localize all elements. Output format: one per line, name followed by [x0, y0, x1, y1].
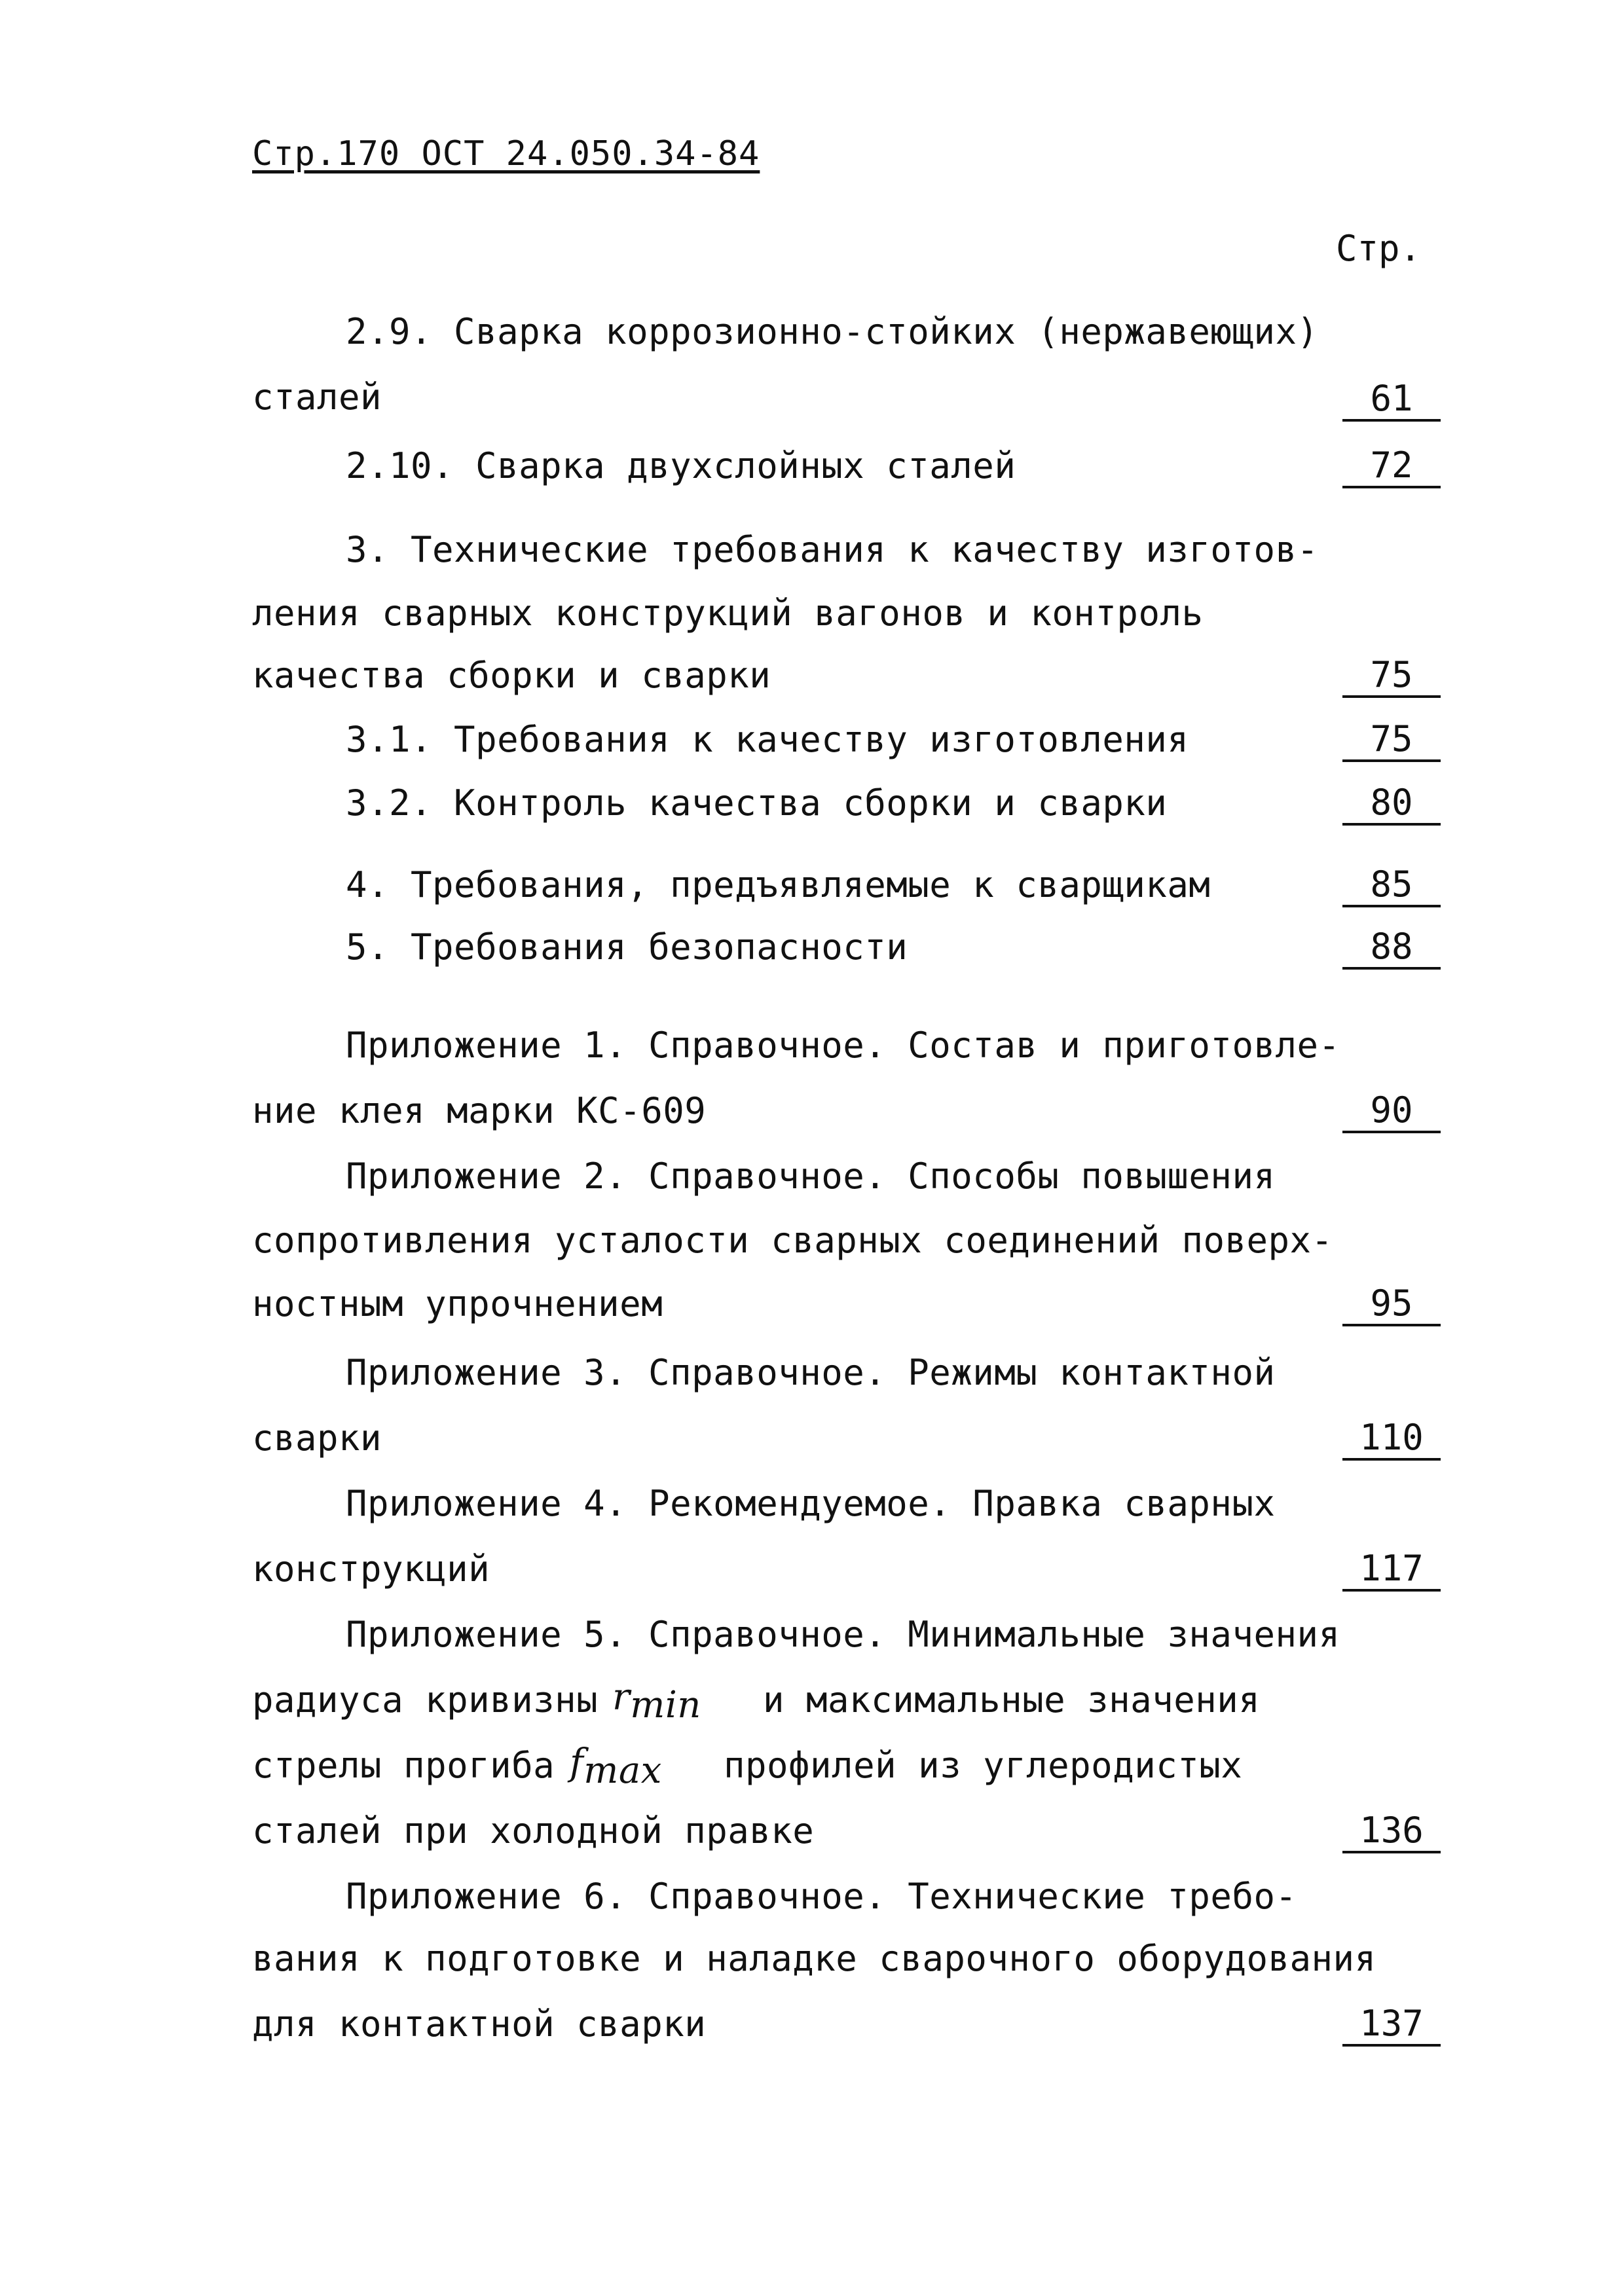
- toc-entry-text: 3. Технические требования к качеству изготов-: [346, 529, 1319, 570]
- toc-entry-text: сварки: [252, 1417, 382, 1459]
- toc-entry-text: Приложение 4. Рекомендуемое. Правка сварных: [346, 1483, 1276, 1524]
- toc-page-number: 75: [1342, 719, 1441, 762]
- toc-entry-text: сталей: [252, 376, 382, 418]
- toc-entry-text: Приложение 5. Справочное. Минимальные значения: [346, 1614, 1340, 1655]
- page-column-header: Стр.: [1336, 228, 1422, 269]
- toc-entry-text: и максимальные значения: [763, 1679, 1261, 1721]
- toc-entry-text: ние клея марки КС-609: [252, 1090, 707, 1131]
- toc-page-number: 88: [1342, 926, 1441, 970]
- toc-page-number: 95: [1342, 1283, 1441, 1326]
- r-min-symbol: $r_{min}$: [612, 1676, 701, 1726]
- toc-page-number: 80: [1342, 782, 1441, 826]
- toc-entry-text: для контактной сварки: [252, 2003, 707, 2045]
- toc-page-number: 137: [1342, 2003, 1441, 2047]
- toc-entry-text: 4. Требования, предъявляемые к сварщикам: [346, 864, 1211, 905]
- toc-entry-text: Приложение 1. Справочное. Состав и приготовле-: [346, 1025, 1340, 1066]
- toc-page-number: 85: [1342, 864, 1441, 907]
- toc-entry-text: 5. Требования безопасности: [346, 926, 908, 968]
- toc-page-number: 61: [1342, 378, 1441, 422]
- toc-entry-text: 3.2. Контроль качества сборки и сварки: [346, 782, 1168, 824]
- toc-entry-text: ления сварных конструкций вагонов и контроль: [252, 592, 1204, 634]
- page-header: Стр.170 ОСТ 24.050.34-84: [252, 134, 760, 173]
- toc-entry-text: качества сборки и сварки: [252, 655, 771, 696]
- toc-page-number: 75: [1342, 655, 1441, 698]
- toc-entry-text: сопротивления усталости сварных соединений поверх-: [252, 1220, 1333, 1261]
- toc-entry-text: радиуса кривизны: [252, 1679, 599, 1721]
- toc-entry-text: конструкций: [252, 1548, 490, 1590]
- toc-page-number: 136: [1342, 1810, 1441, 1853]
- toc-entry-text: Приложение 2. Справочное. Способы повышения: [346, 1156, 1276, 1197]
- toc-entry-text: 2.10. Сварка двухслойных сталей: [346, 445, 1016, 486]
- toc-entry-text: 2.9. Сварка коррозионно-стойких (нержавеющих): [346, 311, 1319, 352]
- toc-page-number: 110: [1342, 1417, 1441, 1461]
- toc-entry-text: сталей при холодной правке: [252, 1810, 815, 1851]
- toc-page-number: 117: [1342, 1548, 1441, 1592]
- toc-page-number: 72: [1342, 445, 1441, 488]
- f-max-symbol: $f_{max}$: [570, 1741, 662, 1792]
- toc-entry-text: профилей из углеродистых: [724, 1745, 1243, 1786]
- toc-entry-text: Приложение 6. Справочное. Технические требо-: [346, 1876, 1297, 1917]
- toc-entry-text: 3.1. Требования к качеству изготовления: [346, 719, 1189, 760]
- toc-page-number: 90: [1342, 1090, 1441, 1133]
- toc-entry-text: стрелы прогиба: [252, 1745, 555, 1786]
- toc-entry-text: Приложение 3. Справочное. Режимы контактной: [346, 1352, 1276, 1393]
- toc-entry-text: ностным упрочнением: [252, 1283, 663, 1324]
- toc-entry-text: вания к подготовке и наладке сварочного оборудования: [252, 1938, 1376, 1979]
